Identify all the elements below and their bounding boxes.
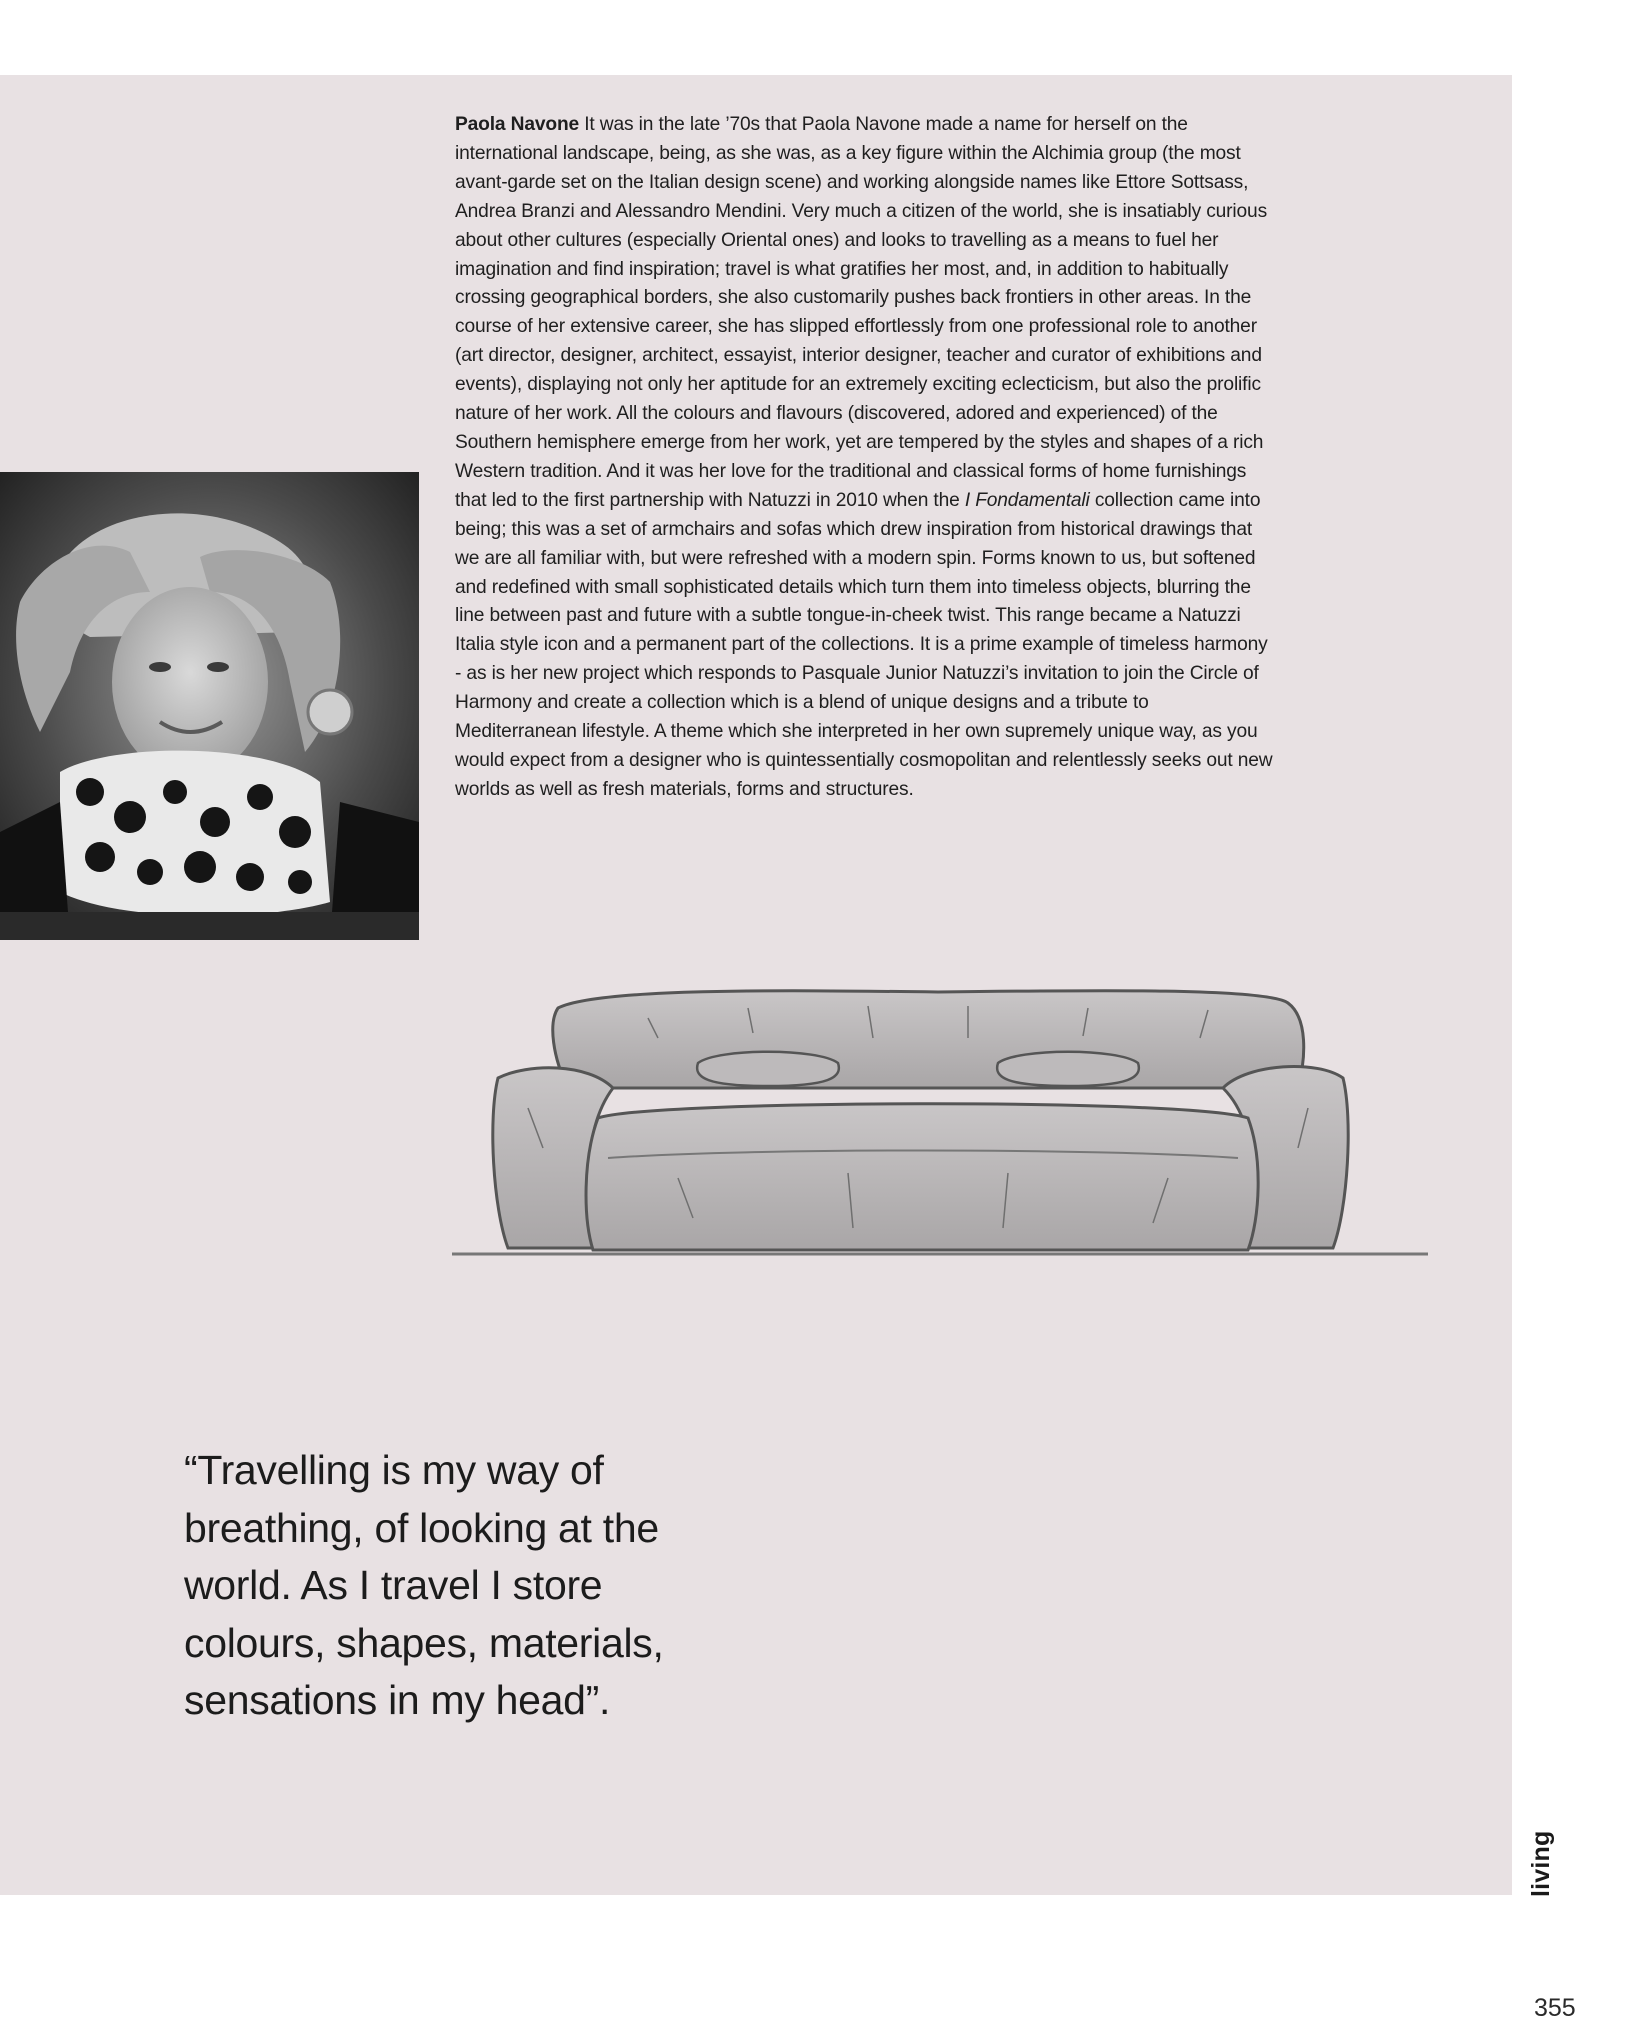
article-body bbox=[455, 111, 1275, 805]
sofa-sketch bbox=[448, 978, 1430, 1298]
page-number: 355 bbox=[1534, 1994, 1576, 2022]
section-label: living bbox=[1527, 1830, 1555, 1897]
portrait-photo bbox=[0, 472, 419, 940]
article-text-part-1: It was in the late ’70s that Paola Navone made a name for herself on the international landscape, being, as she was, as a key figure within the Alchimia group (the most avant-garde set on the Italian design scene) and working alongside names like Ettore Sottsass, Andrea Branzi and Alessandro Mendini. Very much a citizen of the world, she is insatiably curious about other cultures (especially Oriental ones) and looks to travelling as a means to fuel her imagination and find inspiration; travel is what gratifies her most, and, in addition to habitually crossing geographical borders, she also customarily pushes back frontiers in other areas. In the course of her extensive career, she has slipped effortlessly from one professional role to another (art director, designer, architect, essayist, interior designer, teacher and curator of exhibitions and events), displaying not only her aptitude for an extremely exciting eclecticism, but also the prolific nature of her work. All the colours and flavours (discovered, adored and experienced) of the Southern hemisphere emerge from her work, yet are tempered by the styles and shapes of a rich Western tradition. And it was her love for the traditional and classical forms of home furnishings that led to the first partnership with Natuzzi in 2010 when the bbox=[455, 114, 1268, 511]
pull-quote: “Travelling is my way of breathing, of looking at the world. As I travel I store colours, shapes, materials, sensations in my head”. bbox=[184, 1447, 664, 1723]
article-text-part-2: collection came into being; this was a set of armchairs and sofas which drew inspiration from historical drawings that we are all familiar with, but were refreshed with a modern spin. Forms known to us, but softened and redefined with small sophisticated details which turn them into timeless objects, blurring the line between past and future with a subtle tongue-in-cheek twist. This range became a Natuzzi Italia style icon and a permanent part of the collections. It is a prime example of timeless harmony - as is her new project which responds to Pasquale Junior Natuzzi’s invitation to join the Circle of Harmony and create a collection which is a blend of unique designs and a tribute to Mediterranean lifestyle. A theme which she interpreted in her own supremely unique way, as you would expect from a designer who is quintessentially cosmopolitan and relentlessly seeks out new worlds as well as fresh materials, forms and structures. bbox=[455, 489, 1273, 800]
designer-name: Paola Navone bbox=[455, 114, 580, 135]
collection-name: I Fondamentali bbox=[964, 489, 1090, 511]
